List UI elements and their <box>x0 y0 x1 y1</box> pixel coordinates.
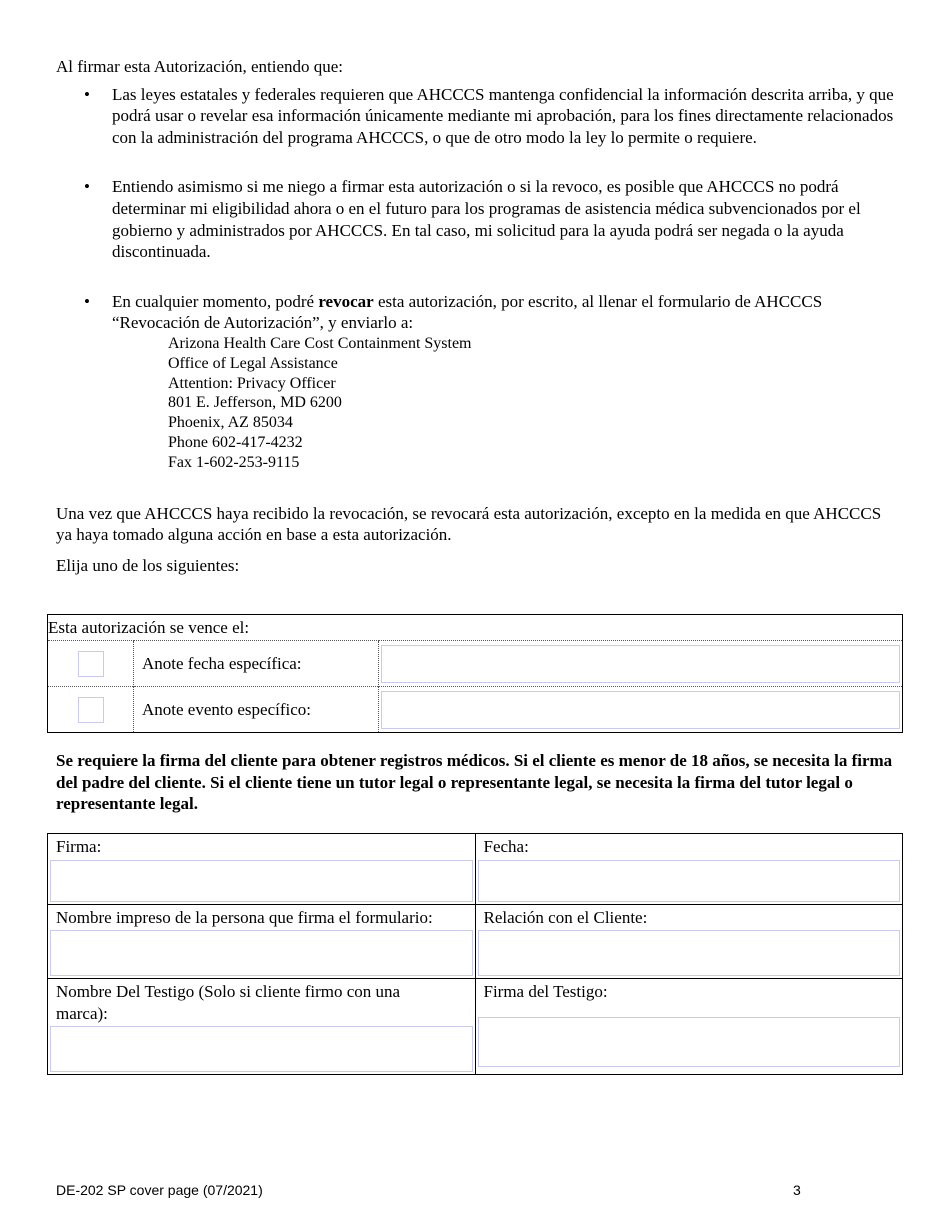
address-line: Phoenix, AZ 85034 <box>168 414 293 432</box>
revocation-note: Una vez que AHCCCS haya recibido la revocación, se revocará esta autorización, excepto en la medida en que AHCCCS ya haya tomado alguna acción en base a esta autorización. <box>56 503 882 545</box>
date-field[interactable] <box>478 860 901 902</box>
expiration-header: Esta autorización se vence el: <box>48 615 903 641</box>
relationship-field[interactable] <box>478 930 901 976</box>
address-line: Arizona Health Care Cost Containment System <box>168 334 472 352</box>
choose-label: Elija uno de los siguientes: <box>56 555 240 575</box>
expiration-table <box>47 614 903 733</box>
mailing-address <box>168 334 896 473</box>
terms-list <box>56 84 896 473</box>
list-item <box>56 176 896 262</box>
page-number: 3 <box>793 1182 801 1198</box>
address-line: Fax 1-602-253-9115 <box>168 453 300 471</box>
specific-event-checkbox[interactable] <box>78 697 104 723</box>
specific-event-label: Anote evento específico: <box>134 687 379 733</box>
signature-field[interactable] <box>50 860 473 902</box>
address-line: Attention: Privacy Officer <box>168 374 336 392</box>
specific-date-label: Anote fecha específica: <box>134 641 379 687</box>
list-item <box>56 84 896 149</box>
printed-name-field[interactable] <box>50 930 473 976</box>
witness-name-field[interactable] <box>50 1026 473 1072</box>
address-line: Phone 602-417-4232 <box>168 433 303 451</box>
bullet-icon: • <box>84 177 90 197</box>
list-item <box>56 291 896 473</box>
address-line: 801 E. Jefferson, MD 6200 <box>168 394 342 412</box>
term-text: Las leyes estatales y federales requieren que AHCCCS mantenga confidencial la información descrita arriba, y que podrá usar o revelar esa información únicamente mediante mi aprobación, para los fines directamente relacionados con la administración del programa AHCCCS, o que de otro modo la ley lo permite o requiere. <box>112 84 894 147</box>
specific-date-checkbox[interactable] <box>78 651 104 677</box>
document-body <box>56 56 896 582</box>
date-label: Fecha: <box>483 837 529 856</box>
bullet-icon: • <box>84 84 90 104</box>
signature-notice: Se requiere la firma del cliente para obtener registros médicos. Si el cliente es menor de 18 años, se necesita la firma del padre del cliente. Si el cliente tiene un tutor legal o representante legal, se necesita la firma del tutor legal o representante legal. <box>56 751 893 814</box>
term-text: Entiendo asimismo si me niego a firmar esta autorización o si la revoco, es posible que AHCCCS no podrá determinar mi eligibilidad ahora o en el futuro para los programas de asistencia médica subvencionados por el gobierno y administrados por AHCCCS. En tal caso, mi solicitud para la ayuda podrá ser negada o la ayuda discontinuada. <box>112 177 861 262</box>
signature-table <box>47 833 903 1075</box>
specific-date-input[interactable] <box>381 645 900 683</box>
bullet-icon: • <box>84 291 90 311</box>
term-text-before: En cualquier momento, podré <box>112 291 319 311</box>
term-text-bold: revocar <box>318 291 374 311</box>
signature-label: Firma: <box>56 837 102 856</box>
witness-signature-field[interactable] <box>478 1017 901 1067</box>
specific-event-input[interactable] <box>381 691 900 729</box>
term-text-after: esta autorización, por escrito, al llenar el formulario de AHCCCS “Revocación de Autorización”, y enviarlo a: <box>112 291 823 333</box>
relationship-label: Relación con el Cliente: <box>483 907 648 927</box>
printed-name-label: Nombre impreso de la persona que firma el formulario: <box>56 907 433 927</box>
address-line: Office of Legal Assistance <box>168 354 338 372</box>
witness-signature-label: Firma del Testigo: <box>483 982 608 1002</box>
intro-text: Al firmar esta Autorización, entiendo que: <box>56 57 344 76</box>
witness-name-label: Nombre Del Testigo (Solo si cliente firmo con una marca): <box>56 982 401 1023</box>
form-id: DE-202 SP cover page (07/2021) <box>56 1182 263 1198</box>
